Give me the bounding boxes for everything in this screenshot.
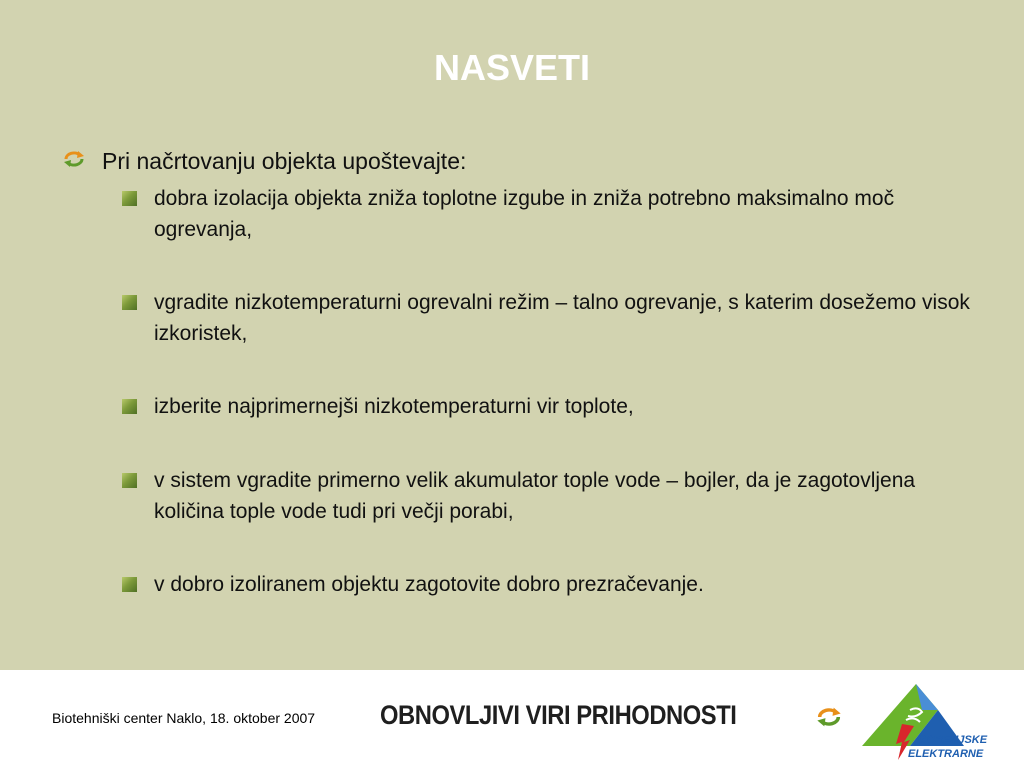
- slide-title: NASVETI: [433, 47, 591, 88]
- sub-bullet-text: vgradite nizkotemperaturni ogrevalni režim – talno ogrevanje, s katerim dosežemo visok izkoristek,: [154, 291, 970, 345]
- footer-brand: OBNOVLJIVI VIRI PRIHODNOSTI: [380, 700, 737, 730]
- footer-institution: Biotehniški center Naklo, 18. oktober 2007: [52, 710, 316, 726]
- sub-bullet-text: v dobro izoliranem objektu zagotovite dobro prezračevanje.: [154, 573, 704, 596]
- green-square-bullet-icon: [122, 577, 137, 592]
- green-square-bullet-icon: [122, 473, 137, 488]
- sub-bullet-text: v sistem vgradite primerno velik akumulator tople vode – bojler, da je zagotovljena količina tople vode tudi pri večji porabi,: [154, 469, 916, 523]
- green-square-bullet-icon: [122, 399, 137, 414]
- recycle-arrows-icon: [62, 149, 86, 169]
- sub-bullet-text: dobra izolacija objekta zniža toplotne izgube in zniža potrebno maksimalno moč ogrevanja,: [154, 187, 895, 241]
- logo-line1: GORENJSKE: [918, 734, 988, 746]
- recycle-arrows-icon: [815, 705, 843, 729]
- sub-bullet-text: izberite najprimernejši nizkotemperaturni vir toplote,: [154, 395, 634, 418]
- logo-line2: ELEKTRARNE: [908, 748, 984, 760]
- green-square-bullet-icon: [122, 191, 137, 206]
- gorenjske-elektrarne-logo: [858, 680, 1014, 764]
- green-square-bullet-icon: [122, 295, 137, 310]
- main-bullet-text: Pri načrtovanju objekta upoštevajte:: [102, 148, 467, 174]
